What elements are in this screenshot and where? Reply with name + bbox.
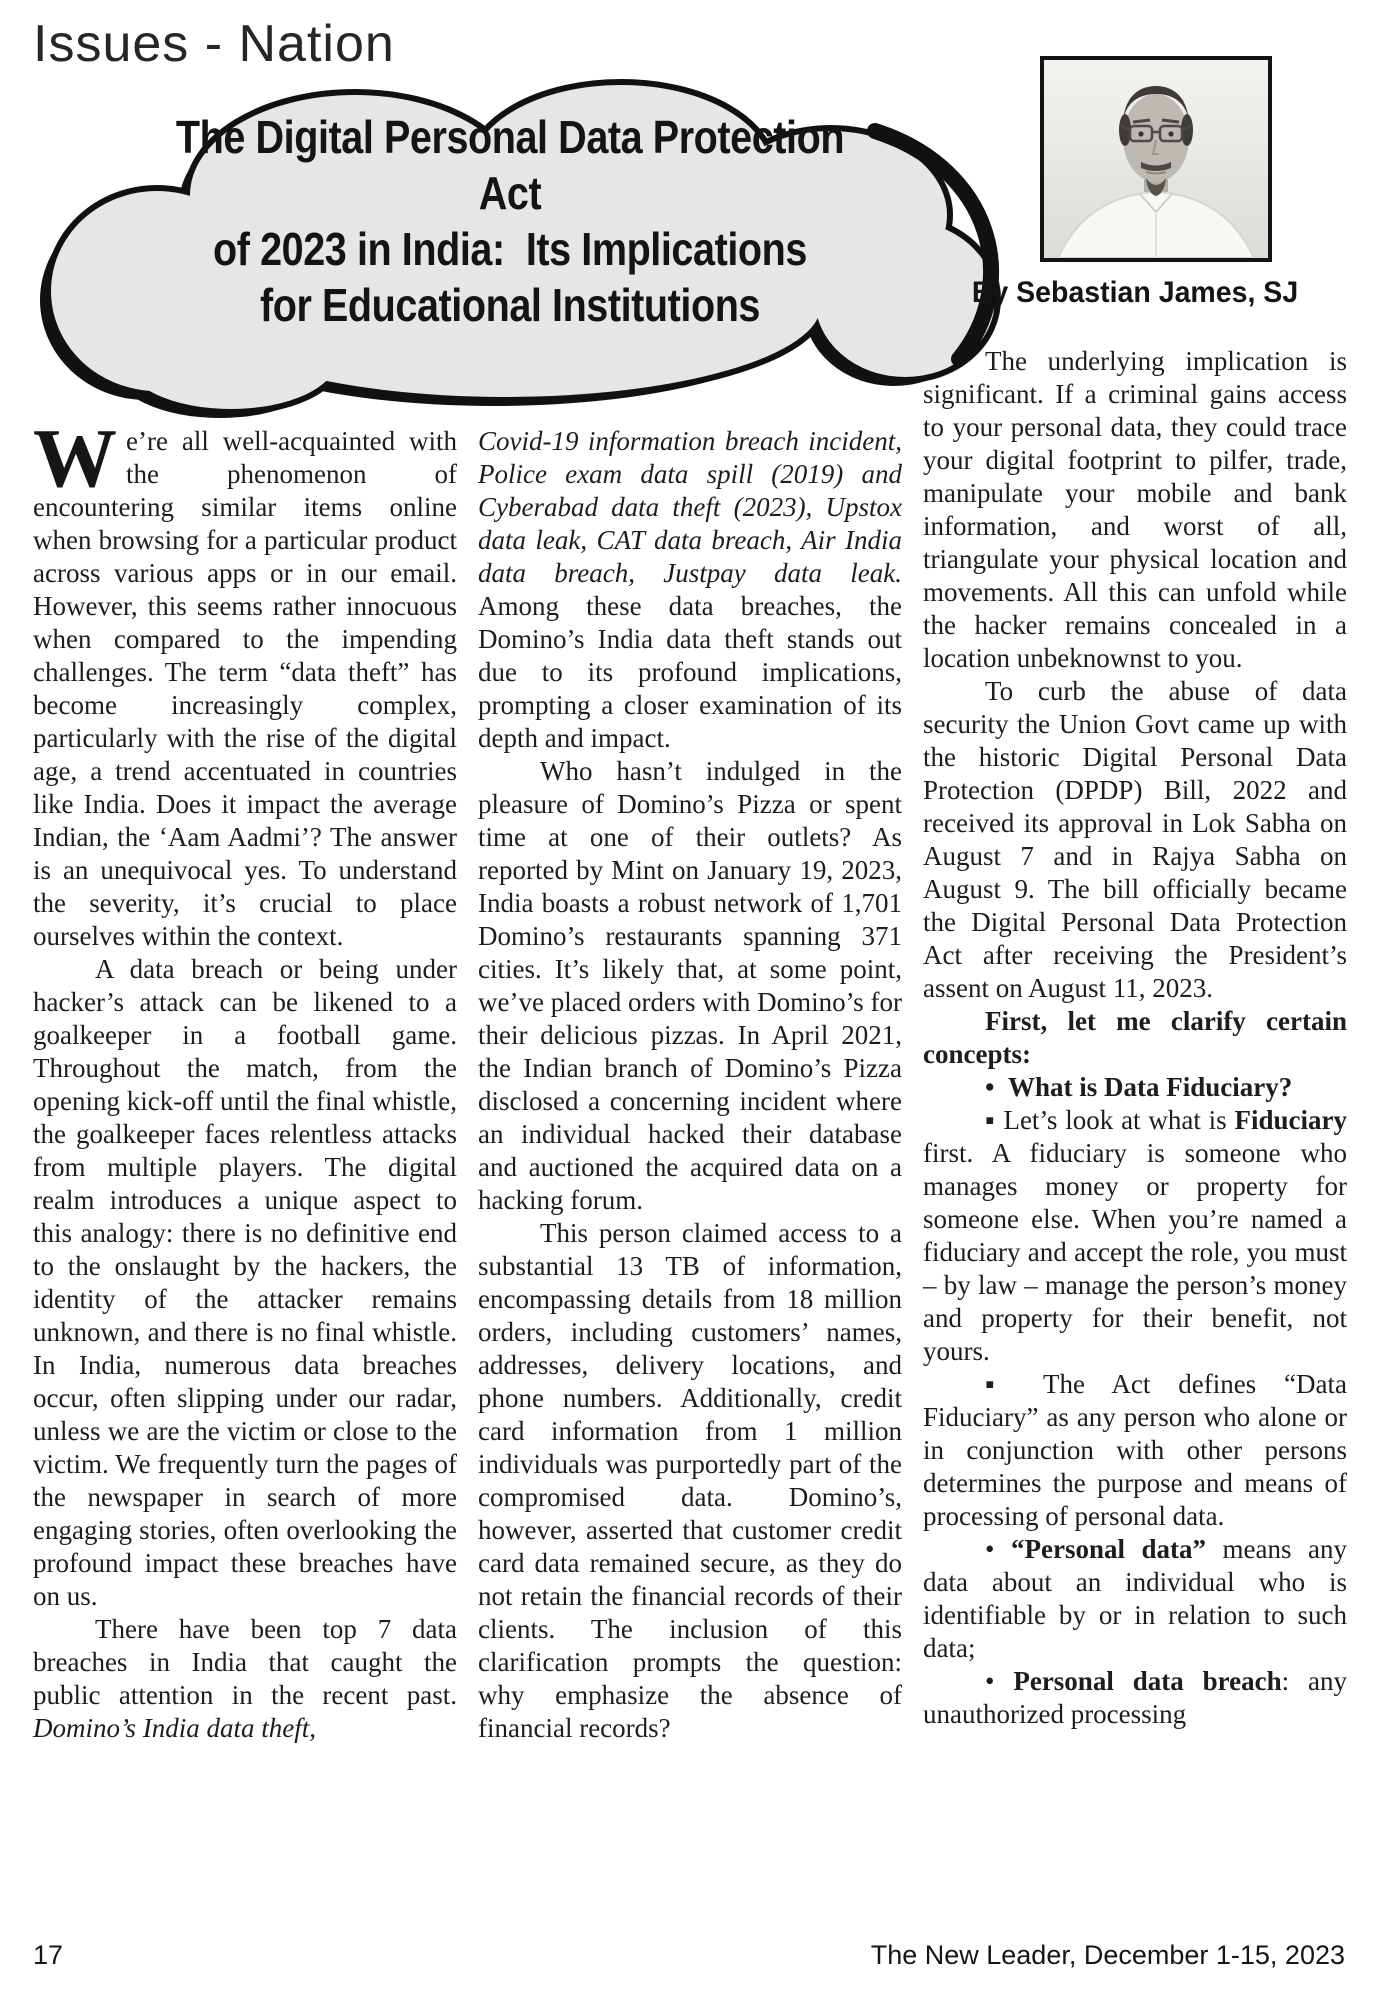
article-paragraph [923,1104,1347,1368]
text-segment: • [985,1666,1014,1696]
text-segment: ▪ Let’s look at what is [985,1105,1235,1135]
article-paragraph [923,1071,1347,1104]
text-segment: There have been top 7 data breaches in India that caught the public attention in the recent past. [33,1614,457,1710]
text-segment: Personal data breach [1013,1666,1282,1696]
text-segment: Covid-19 information breach incident, Police exam data spill (2019) and Cyberabad data theft (2023), Upstox data leak, CAT data breach, Air India data breach, Justpay data leak. [478,426,902,588]
article-title-line-2: of 2023 in India: Its Implications [213,223,807,275]
drop-cap: W [33,412,117,505]
text-segment: e’re all well-acquainted with the phenomenon of encountering similar items online when browsing for a particular product across various apps or in our email. However, this seems rather innocuous when compared to the impending challenges. The term “data theft” has become increasingly complex, particularly with the rise of the digital age, a trend accentuated in countries like India. Does it impact the average Indian, the ‘Aam Aadmi’? The answer is an unequivocal yes. To understand the severity, it’s crucial to place ourselves within the context. [33,426,457,951]
text-segment: First, let me clarify certain concepts: [923,1006,1347,1069]
text-segment: To curb the abuse of data security the Union Govt came up with the historic Digital Personal Data Protection (DPDP) Bill, 2022 and received its approval in Lok Sabha on August 7 and in Rajya Sabha on August 9. The bill officially became the Digital Personal Data Protection Act after receiving the President’s assent on August 11, 2023. [923,676,1347,1003]
article-paragraph [923,675,1347,1005]
text-segment: This person claimed access to a substantial 13 TB of information, encompassing details from 18 million orders, including customers’ names, addresses, delivery locations, and phone numbers. Additionally, credit card information from 1 million individuals was purportedly part of the compromised data. Domino’s, however, asserted that customer credit card data remained secure, as they do not retain the financial records of their clients. The inclusion of this clarification prompts the question: why emphasize the absence of financial records? [478,1218,902,1743]
text-segment: • What is Data Fiduciary? [985,1072,1293,1102]
article-paragraph [33,412,457,953]
author-portrait-icon [1044,60,1268,258]
article-column-3 [923,345,1347,1731]
page-number: 17 [33,1940,64,1970]
article-paragraph [923,1005,1347,1071]
text-segment: • [985,1534,1011,1564]
article-title-line-1: The Digital Personal Data Protection Act [175,111,845,219]
article-title [157,109,862,333]
text-segment: Fiduciary [1234,1105,1347,1135]
article-paragraph [923,345,1347,675]
article-paragraph [923,1533,1347,1665]
article-title-line-3: for Educational Institutions [259,279,761,331]
text-segment: ▪ The Act defines “Data Fiduciary” as any person who alone or in conjunction with other persons determines the purpose and means of processing of personal data. [923,1369,1347,1531]
text-segment: : any unauthorized processing [923,1666,1347,1729]
text-segment: “Personal data” [1010,1534,1206,1564]
article-paragraph [33,1613,457,1745]
text-segment: Domino’s India data theft, [33,1713,316,1743]
article-paragraph [33,953,457,1613]
article-paragraph [478,755,902,1217]
text-segment: means any data about an individual who is identifiable by or in relation to such data; [923,1534,1347,1663]
title-cloud [25,75,1015,420]
section-header: Issues - Nation [33,15,395,73]
text-segment: Among these data breaches, the Domino’s India data theft stands out due to its profound implications, prompting a closer examination of its depth and impact. [478,591,902,753]
article-paragraph [923,1368,1347,1533]
byline: By Sebastian James, SJ [971,276,1299,309]
text-segment: A data breach or being under hacker’s attack can be likened to a goalkeeper in a football game. Throughout the match, from the opening kick-off until the final whistle, the goalkeeper faces relentless attacks from multiple players. The digital realm introduces a unique aspect to this analogy: there is no definitive end to the onslaught by the hackers, the identity of the attacker remains unknown, and there is no final whistle. In India, numerous data breaches occur, often slipping under our radar, unless we are the victim or close to the victim. We frequently turn the pages of the newspaper in search of more engaging stories, often overlooking the profound impact these breaches have on us. [33,954,457,1611]
article-column-1 [33,412,457,1745]
footer-masthead: The New Leader, December 1-15, 2023 [870,1940,1345,1970]
text-segment: Who hasn’t indulged in the pleasure of Domino’s Pizza or spent time at one of their outlets? As reported by Mint on January 19, 2023, India boasts a robust network of 1,701 Domino’s restaurants spanning 371 cities. It’s likely that, at some point, we’ve placed orders with Domino’s for their delicious pizzas. In April 2021, the Indian branch of Domino’s Pizza disclosed a concerning incident where an individual hacked their database and auctioned the acquired data on a hacking forum. [478,756,902,1215]
text-segment: The underlying implication is significant. If a criminal gains access to your personal data, they could trace your digital footprint to pilfer, trade, manipulate your mobile and bank information, and worst of all, triangulate your physical location and movements. All this can unfold while the hacker remains concealed in a location unbeknownst to you. [923,346,1347,673]
article-paragraph [478,425,902,755]
article-column-2 [478,425,902,1745]
text-segment: first. A fiduciary is someone who manages money or property for someone else. When you’re named a fiduciary and accept the role, you must – by law – manage the person’s money and property for their benefit, not yours. [923,1138,1347,1366]
article-paragraph [478,1217,902,1745]
author-photo [1040,56,1272,262]
article-paragraph [923,1665,1347,1731]
